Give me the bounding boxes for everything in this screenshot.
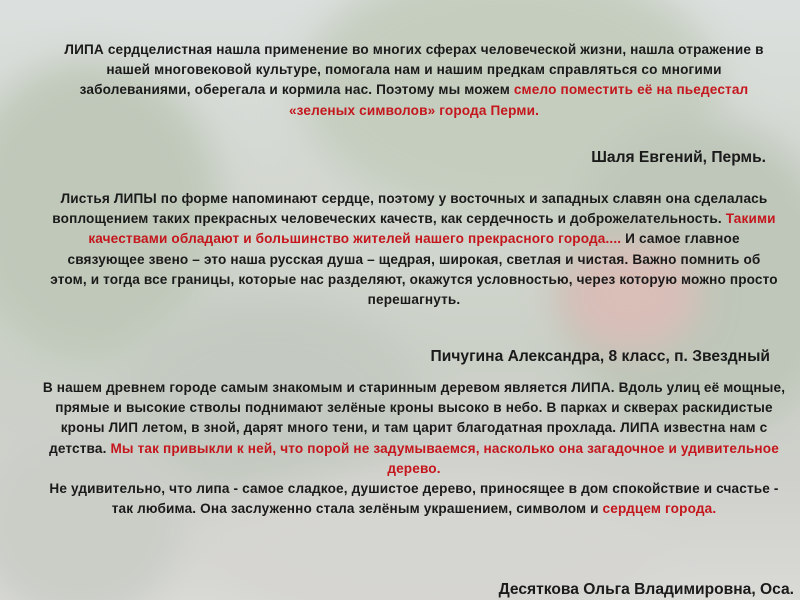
- quote-2-text-a: Листья ЛИПЫ по форме напоминают сердце, поэтому у восточных и западных славян она сделалась воплощением таких прекрасных человеческих качеств, как сердечность и доброжелательность.: [52, 191, 768, 227]
- quote-3-text-b: Не удивительно, что липа - самое сладкое, душистое дерево, приносящее в дом спокойствие и счастье - так любима. Она заслуженно стала зелёным украшением, символом и: [49, 481, 779, 517]
- quote-2-highlight: Такими качествами обладают и большинство жителей нашего прекрасного города....: [88, 211, 776, 247]
- author-signature-3: Десяткова Ольга Владимировна, Оса.: [498, 581, 794, 598]
- quote-3-text-a: В нашем древнем городе самым знакомым и старинным деревом является ЛИПА. Вдоль улиц её мощные, прямые и высокие стволы поднимают зелёные кроны высоко в небо. В парках и скверах раскидистые кроны ЛИП летом, в зной, дарят много тени, и там царит благодатная прохлада. ЛИПА известна нам с детства.: [42, 380, 786, 456]
- quote-paragraph-3: [40, 378, 788, 519]
- quote-paragraph-1: [55, 40, 773, 121]
- quote-1-text-a: ЛИПА сердцелистная нашла применение во многих сферах человеческой жизни, нашла отражение в нашей многовековой культуре, помогала нам и нашим предкам справляться со многими заболеваниями, оберегала и кормила нас. Поэтому мы можем: [64, 42, 764, 98]
- author-signature-2: Пичугина Александра, 8 класс, п. Звездный: [430, 348, 770, 365]
- quote-2-text-b: И самое главное связующее звено – это наша русская душа – щедрая, широкая, светлая и чистая. Важно помнить об этом, и тогда все границы, которые нас разделяют, окажутся условностью, через которую можно просто перешагнуть.: [50, 231, 778, 308]
- quote-paragraph-2: [50, 189, 778, 310]
- quote-1-highlight: смело поместить её на пьедестал «зеленых символов» города Перми.: [288, 82, 749, 118]
- quote-3-highlight-b: сердцем города.: [602, 501, 717, 517]
- quote-3-highlight-a: Мы так привыкли к ней, что порой не задумываемся, насколько она загадочное и удивительное дерево.: [110, 440, 779, 476]
- author-signature-1: Шаля Евгений, Пермь.: [591, 149, 766, 166]
